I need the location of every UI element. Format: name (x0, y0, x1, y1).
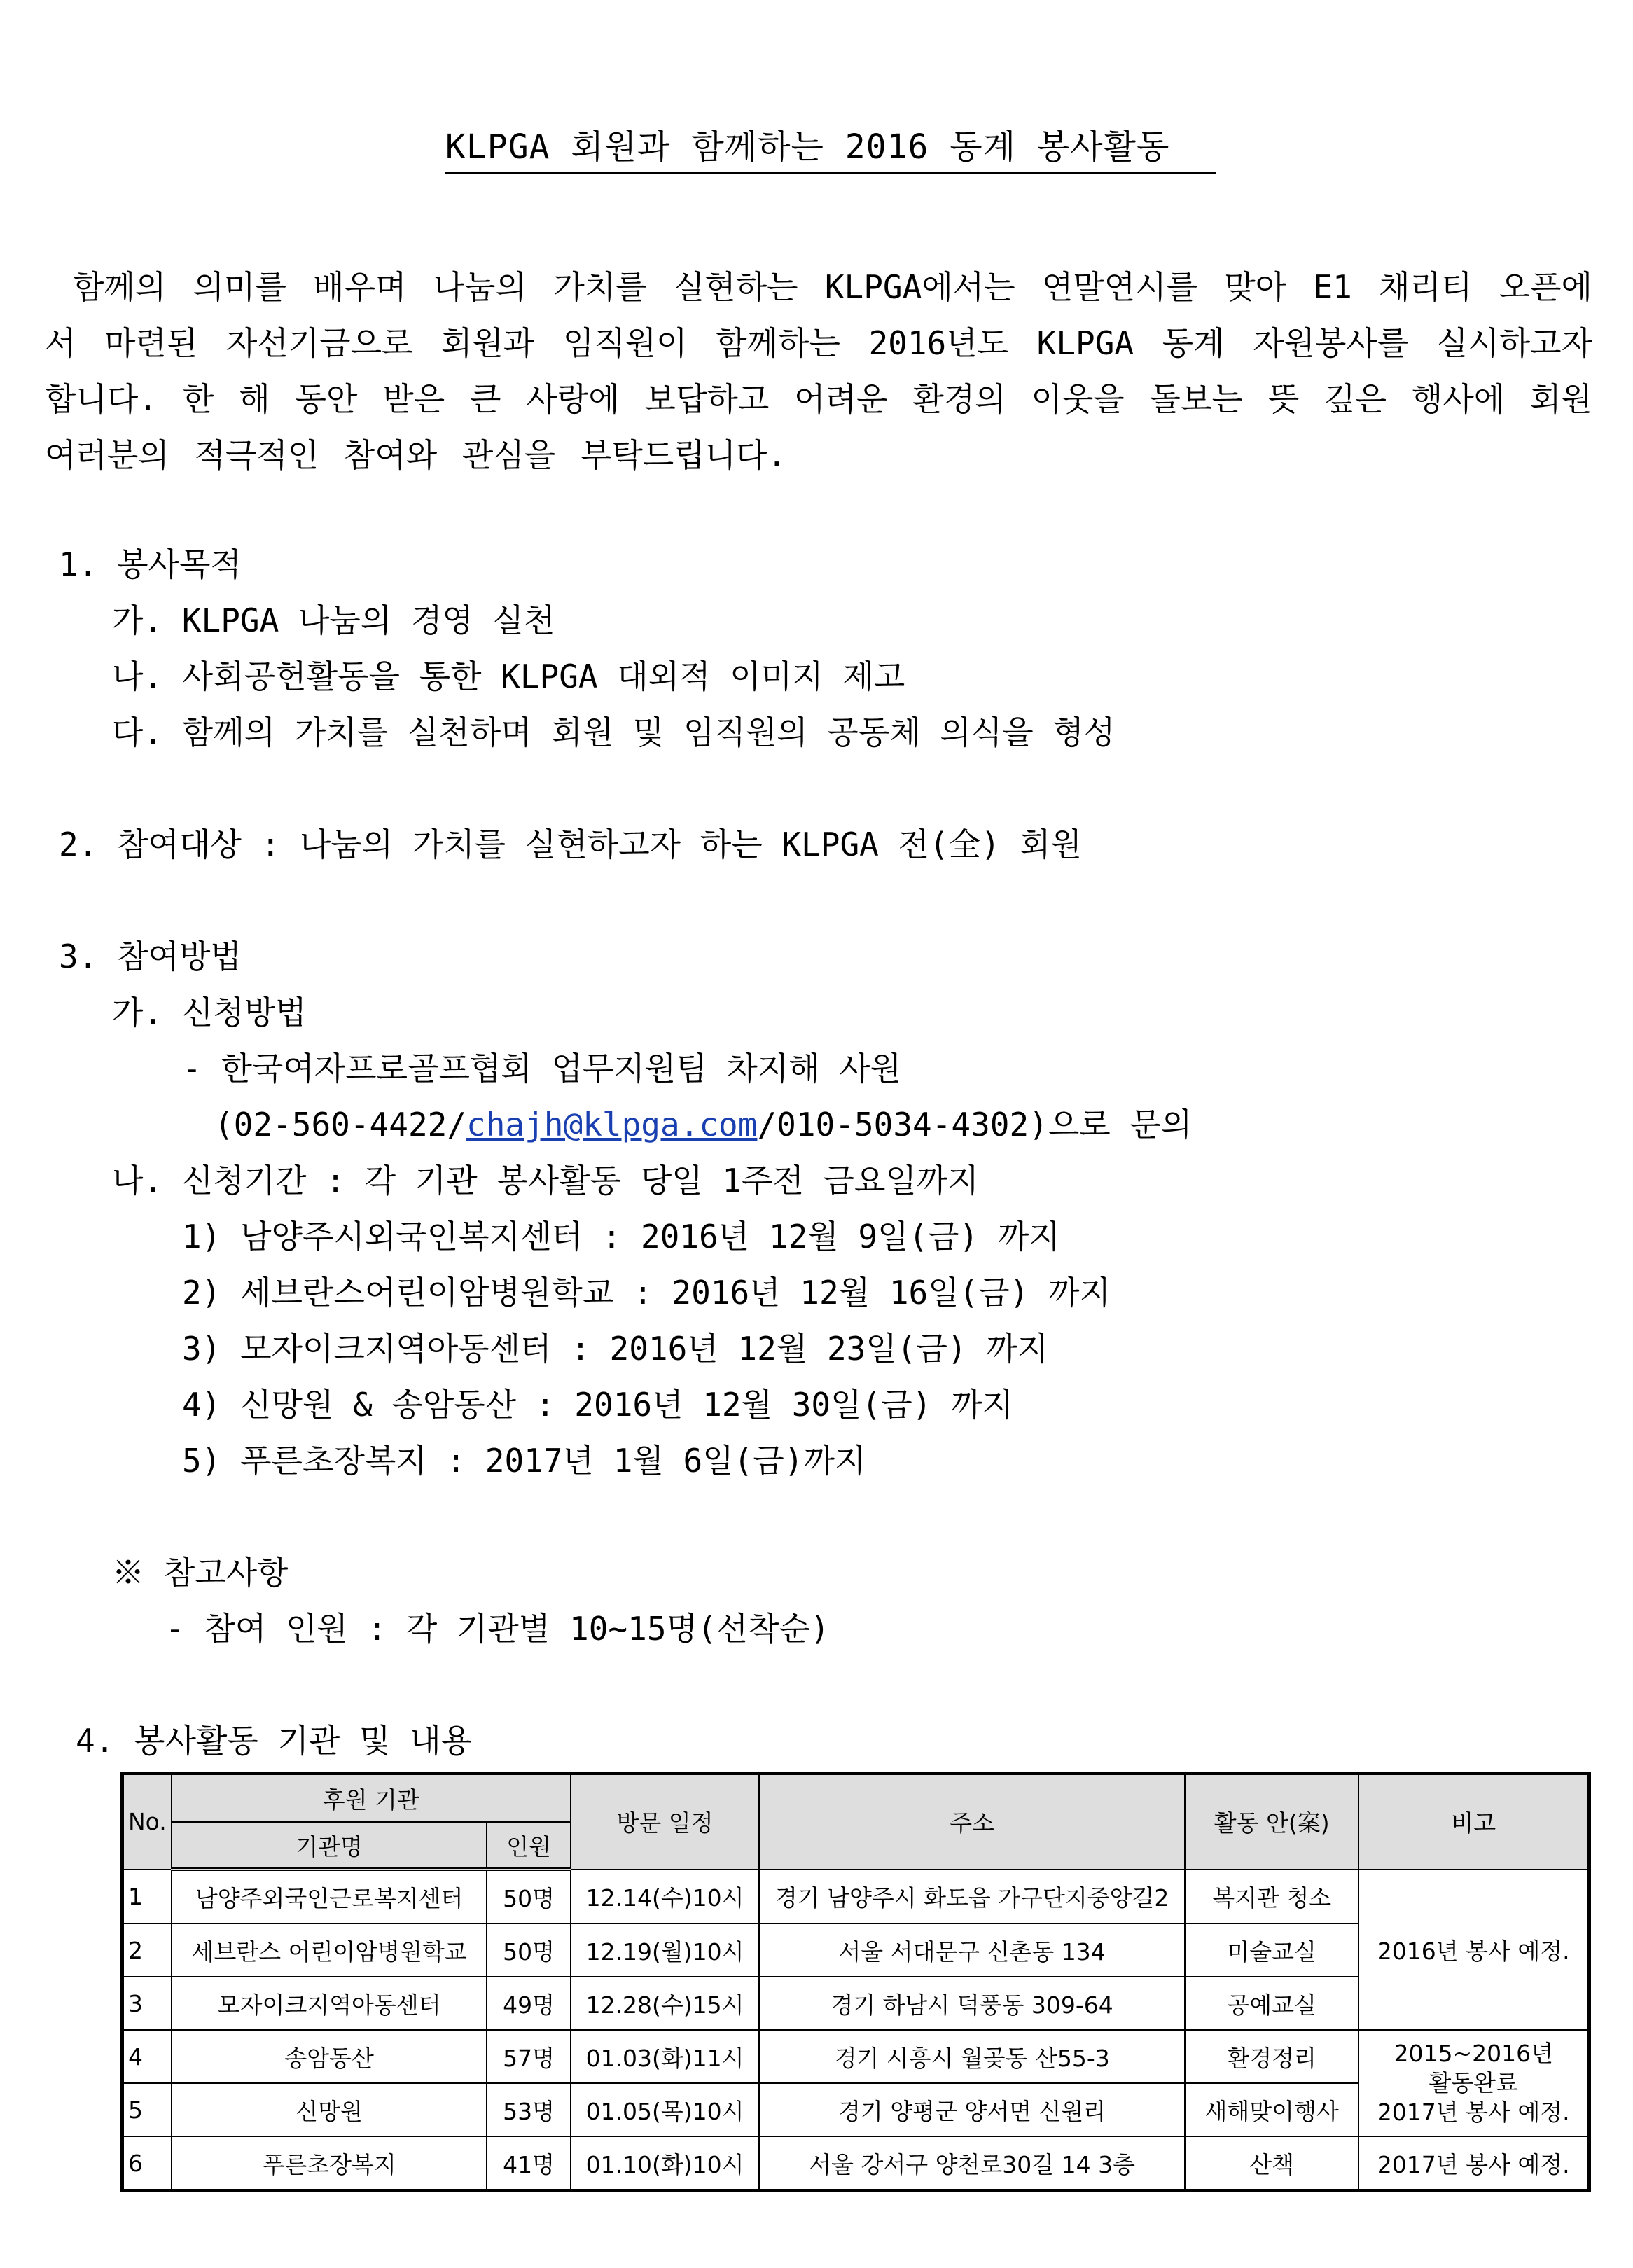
row-activity: 새해맞이행사 (1185, 2083, 1359, 2136)
row-visit: 12.14(수)10시 (571, 1870, 759, 1924)
note-detail: - 참여 인원 : 각 기관별 10~15명(선착순) (165, 1610, 830, 1648)
contact-email-link[interactable]: chajh@klpga.com (466, 1106, 758, 1143)
purpose-item: 다. 함께의 가치를 실천하며 회원 및 임직원의 공동체 의식을 형성 (112, 714, 1116, 751)
row-members: 41명 (487, 2136, 570, 2191)
row-no: 6 (123, 2136, 172, 2191)
row-activity: 복지관 청소 (1185, 1870, 1359, 1924)
deadline-item: 2) 세브란스어린이암병원학교 : 2016년 12월 16일(금) 까지 (182, 1274, 1111, 1312)
row-activity: 산책 (1185, 2136, 1359, 2191)
section4-heading: 4. 봉사활동 기관 및 내용 (76, 1722, 473, 1760)
deadline-item: 3) 모자이크지역아동센터 : 2016년 12월 23일(금) 까지 (182, 1330, 1049, 1368)
purpose-item: 가. KLPGA 나눔의 경영 실천 (112, 601, 555, 639)
section1-heading: 1. 봉사목적 (59, 545, 242, 583)
row-remarks: 2016년 봉사 예정. (1358, 1870, 1589, 2031)
intro-paragraph: 함께의 의미를 배우며 나눔의 가치를 실현하는 KLPGA에서는 연말연시를 맞아 E1 채리티 오픈에서 마련된 자선기금으로 회원과 임직원이 함께하는 2016년도 KLPGA 동계 자원봉사를 실시하고자 합니다. 한 해 동안 받은 큰 사랑에 보답하고 어려운 환경의 이웃을 돌보는 뜻 깊은 행사에 회원 여러분의 적극적인 참여와 관심을 부탁드립니다. (45, 268, 1592, 474)
row-activity: 공예교실 (1185, 1977, 1359, 2030)
row-org: 모자이크지역아동센터 (172, 1977, 487, 2030)
table-row (123, 2136, 1590, 2191)
row-org: 세브란스 어린이암병원학교 (172, 1923, 487, 1977)
header-org-name: 기관명 (172, 1822, 487, 1870)
document-title: KLPGA 회원과 함께하는 2016 동계 봉사활동 (445, 126, 1216, 174)
header-sponsor-group: 후원 기관 (172, 1774, 571, 1823)
header-visit: 방문 일정 (571, 1774, 759, 1870)
activity-table (120, 1772, 1591, 2192)
row-no: 3 (123, 1977, 172, 2030)
contact-phone: (02-560-4422/ (214, 1106, 467, 1143)
row-org: 신망원 (172, 2083, 487, 2136)
deadline-item: 5) 푸른초장복지 : 2017년 1월 6일(금)까지 (182, 1442, 866, 1480)
row-org: 남양주외국인근로복지센터 (172, 1870, 487, 1924)
row-no: 2 (123, 1923, 172, 1977)
section3-heading: 3. 참여방법 (59, 938, 242, 975)
section2-heading: 2. 참여대상 : 나눔의 가치를 실현하고자 하는 KLPGA 전(全) 회원 (59, 826, 1082, 863)
contact-details (214, 1104, 1192, 1146)
row-visit: 01.10(화)10시 (571, 2136, 759, 2191)
row-activity: 미술교실 (1185, 1923, 1359, 1977)
row-activity: 환경정리 (1185, 2030, 1359, 2083)
row-address: 경기 하남시 덕풍동 309-64 (759, 1977, 1185, 2030)
row-address: 서울 강서구 양천로30길 14 3층 (759, 2136, 1185, 2191)
header-remarks: 비고 (1358, 1774, 1589, 1870)
row-members: 49명 (487, 1977, 570, 2030)
row-visit: 12.19(월)10시 (571, 1923, 759, 1977)
contact-mobile: /010-5034-4302)으로 문의 (757, 1106, 1193, 1143)
deadline-item: 4) 신망원 & 송암동산 : 2016년 12월 30일(금) 까지 (182, 1386, 1013, 1424)
remark-line: 2017년 봉사 예정. (1377, 2099, 1570, 2126)
row-address: 서울 서대문구 신촌동 134 (759, 1923, 1185, 1977)
row-visit: 01.05(목)10시 (571, 2083, 759, 2136)
deadline-item: 1) 남양주시외국인복지센터 : 2016년 12월 9일(금) 까지 (182, 1218, 1060, 1255)
row-remarks (1358, 2030, 1589, 2136)
header-members: 인원 (487, 1822, 570, 1870)
purpose-item: 나. 사회공헌활동을 통한 KLPGA 대외적 이미지 제고 (112, 658, 905, 695)
row-visit: 12.28(수)15시 (571, 1977, 759, 2030)
row-members: 53명 (487, 2083, 570, 2136)
remark-line: 활동완료 (1429, 2069, 1518, 2096)
row-no: 1 (123, 1870, 172, 1924)
remark-line: 2015~2016년 (1394, 2040, 1553, 2067)
period-label: 나. 신청기간 : 각 기관 봉사활동 당일 1주전 금요일까지 (112, 1162, 979, 1199)
contact-line: - 한국여자프로골프협회 업무지원팀 차지해 사원 (182, 1050, 902, 1087)
table-row (123, 2030, 1590, 2083)
header-no: No. (123, 1774, 172, 1870)
header-activity: 활동 안(案) (1185, 1774, 1359, 1870)
row-org: 송암동산 (172, 2030, 487, 2083)
row-address: 경기 남양주시 화도읍 가구단지중앙길2 (759, 1870, 1185, 1924)
method-label: 가. 신청방법 (112, 994, 307, 1031)
note-heading: ※ 참고사항 (112, 1554, 289, 1592)
row-address: 경기 양평군 양서면 신원리 (759, 2083, 1185, 2136)
row-no: 5 (123, 2083, 172, 2136)
row-remarks: 2017년 봉사 예정. (1358, 2136, 1589, 2191)
row-members: 57명 (487, 2030, 570, 2083)
table-header-row (123, 1774, 1590, 1823)
header-address: 주소 (759, 1774, 1185, 1870)
row-visit: 01.03(화)11시 (571, 2030, 759, 2083)
row-address: 경기 시흥시 월곶동 산55-3 (759, 2030, 1185, 2083)
row-org: 푸른초장복지 (172, 2136, 487, 2191)
row-no: 4 (123, 2030, 172, 2083)
row-members: 50명 (487, 1870, 570, 1924)
table-row (123, 1870, 1590, 1924)
row-members: 50명 (487, 1923, 570, 1977)
